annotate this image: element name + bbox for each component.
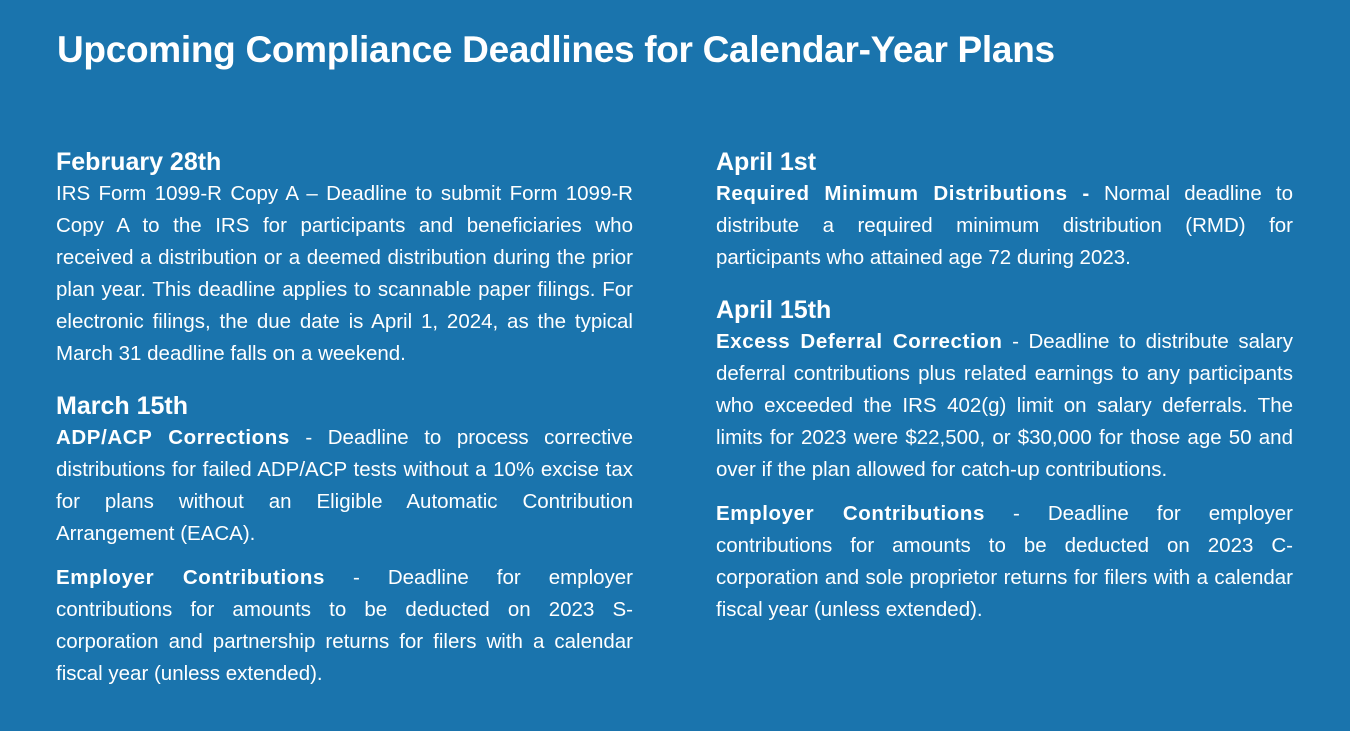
item-lead: Employer Contributions [56,566,325,589]
deadline-item-excess-deferral [716,326,1293,486]
page-title: Upcoming Compliance Deadlines for Calendar-Year Plans [57,29,1055,70]
section-march-15 [56,390,633,690]
section-text: IRS Form 1099-R Copy A – Deadline to submit Form 1099-R Copy A to the IRS for participants and beneficiaries who received a distribution or a deemed distribution during the prior plan year. This deadline applies to scannable paper filings. For electronic filings, the due date is April 1, 2024, as the typical March 31 deadline falls on a weekend. [56,182,633,365]
section-april-1 [716,146,1293,274]
section-date: February 28th [56,148,222,176]
item-lead: Excess Deferral Correction [716,330,1003,353]
item-text: - Deadline to distribute salary deferral contributions plus related earnings to any participants who exceeded the IRS 402(g) limit on salary deferrals. The limits for 2023 were $22,500, or $30,000 for those age 50 and over if the plan allowed for catch-up contributions. [716,330,1294,481]
item-text: - Deadline for employer contributions for amounts to be deducted on 2023 C-corporation and sole proprietor returns for filers with a calendar fiscal year (unless extended). [716,502,1294,621]
deadline-item-employer-contributions [56,562,633,690]
deadline-item-rmd [716,178,1293,274]
left-column [56,146,633,690]
item-text: - Deadline to process corrective distributions for failed ADP/ACP tests without a 10% excise tax for plans without an Eligible Automatic Contribution Arrangement (EACA). [56,426,633,545]
item-lead: Required Minimum Distributions - [716,182,1090,205]
item-text: Normal deadline to distribute a required minimum distribution (RMD) for participants who attained age 72 during 2023. [716,182,1294,269]
section-date: March 15th [56,392,188,420]
item-lead: Employer Contributions [716,502,985,525]
section-date: April 1st [716,148,817,176]
section-april-15 [716,294,1293,626]
item-text: - Deadline for employer contributions for amounts to be deducted on 2023 S-corporation and partnership returns for filers with a calendar fiscal year (unless extended). [56,566,634,685]
deadline-item-adp-acp [56,422,633,550]
deadline-item-employer-contributions [716,498,1293,626]
item-lead: ADP/ACP Corrections [56,426,290,449]
section-date: April 15th [716,296,832,324]
right-column [716,146,1293,626]
section-february-28 [56,146,633,370]
